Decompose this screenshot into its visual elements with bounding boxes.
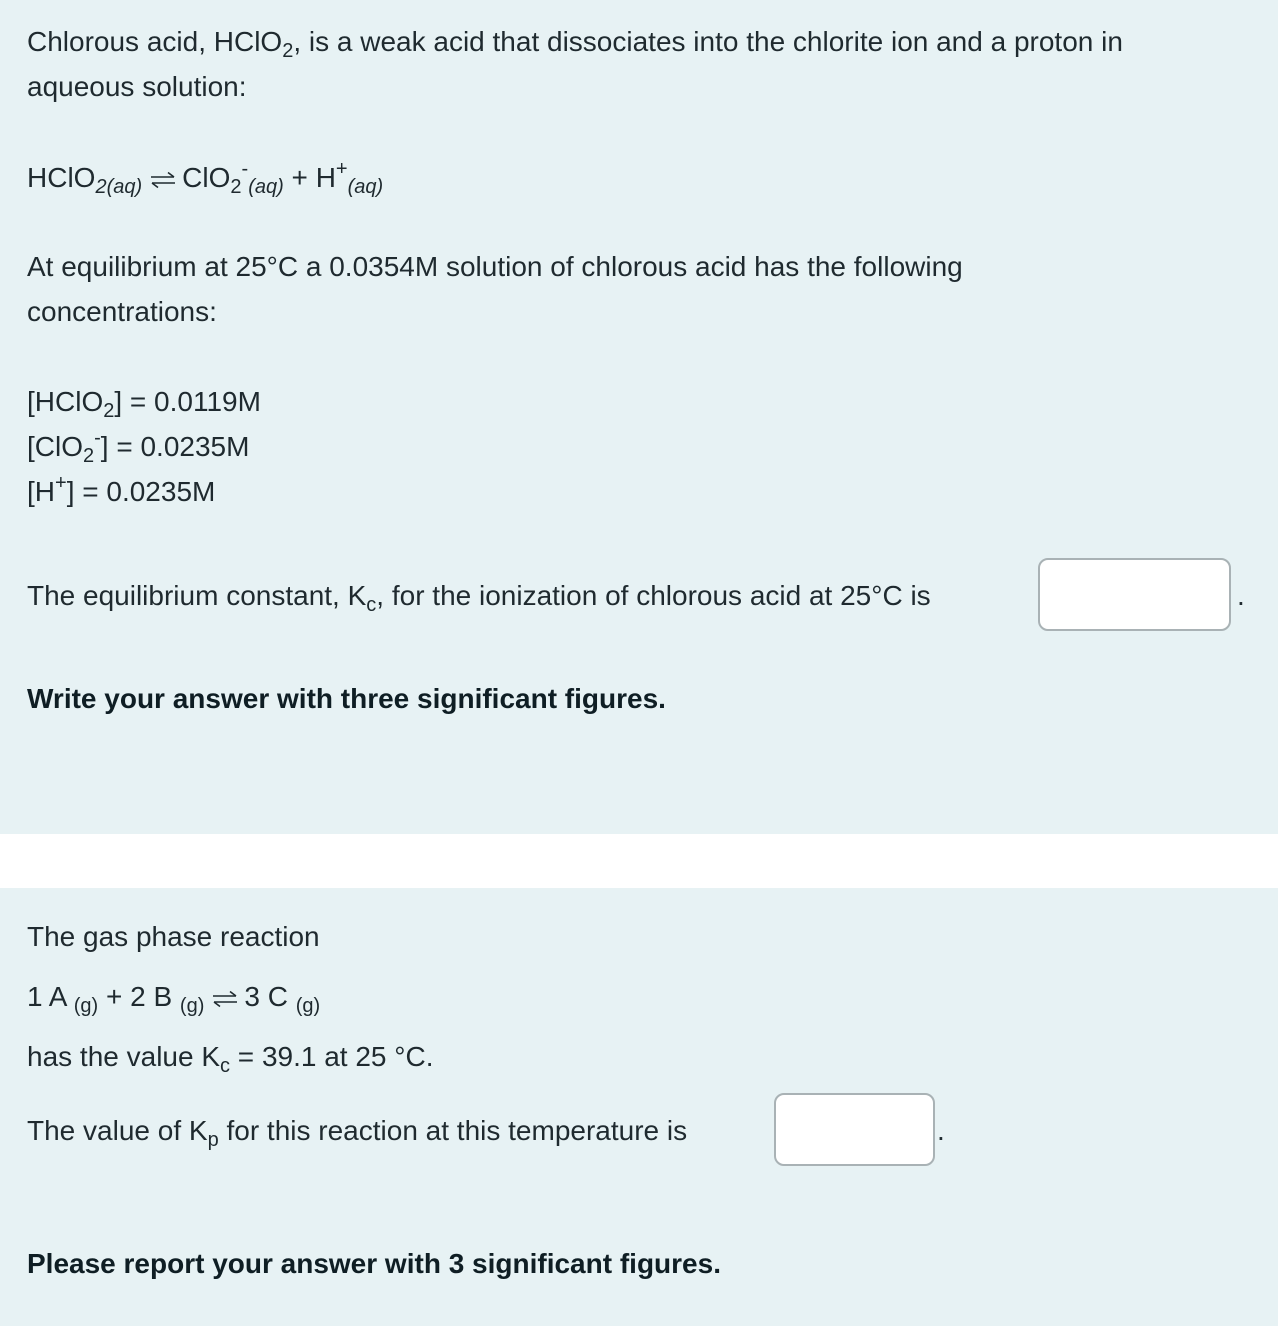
q1-concentration-clo2: [ClO$_2$-] = 0.0235M xyxy=(27,427,250,467)
q1-instruction: Write your answer with three significant figures. xyxy=(27,683,666,714)
equilibrium-arrow-icon xyxy=(212,990,238,1008)
kc-answer-input[interactable] xyxy=(1038,558,1231,631)
q1-intro-line2: aqueous solution: xyxy=(27,71,247,102)
q2-intro: The gas phase reaction xyxy=(27,921,320,952)
q1-concentration-hclo2: [HClO$_2$] = 0.0119M xyxy=(27,386,261,422)
q1-question-text: The equilibrium constant, $K_c$, for the ionization of chlorous acid at 25°C is xyxy=(27,580,931,616)
q1-concentration-h: [H+] = 0.0235M xyxy=(27,472,216,507)
q1-period: . xyxy=(1237,580,1245,611)
q1-intro-line1: Chlorous acid, HClO$_2$, is a weak acid that dissociates into the chlorite ion and a proton in xyxy=(27,26,1123,62)
q2-period: . xyxy=(937,1115,945,1146)
equilibrium-arrow-icon xyxy=(150,171,176,189)
q2-instruction: Please report your answer with 3 significant figures. xyxy=(27,1248,721,1279)
q1-equilibrium-line2: concentrations: xyxy=(27,296,217,327)
q2-reaction-equation: 1 A $_{(g)}$ + 2 B $_{(g)}$ 3 C $_{(g)}$ xyxy=(27,981,321,1017)
q2-question-text: The value of $K_p$ for this reaction at this temperature is xyxy=(27,1115,688,1151)
q1-equilibrium-line1: At equilibrium at 25°C a 0.0354M solution of chlorous acid has the following xyxy=(27,251,963,282)
q1-chemical-equation: HClO$_{2(aq)}$ $ClO_2^-_{(aq)} + H^+_{(aq)}$ xyxy=(27,158,384,198)
q2-kc-value: has the value $K_c = 39.1$ at 25 °C. xyxy=(27,1041,434,1077)
kp-answer-input[interactable] xyxy=(774,1093,935,1166)
